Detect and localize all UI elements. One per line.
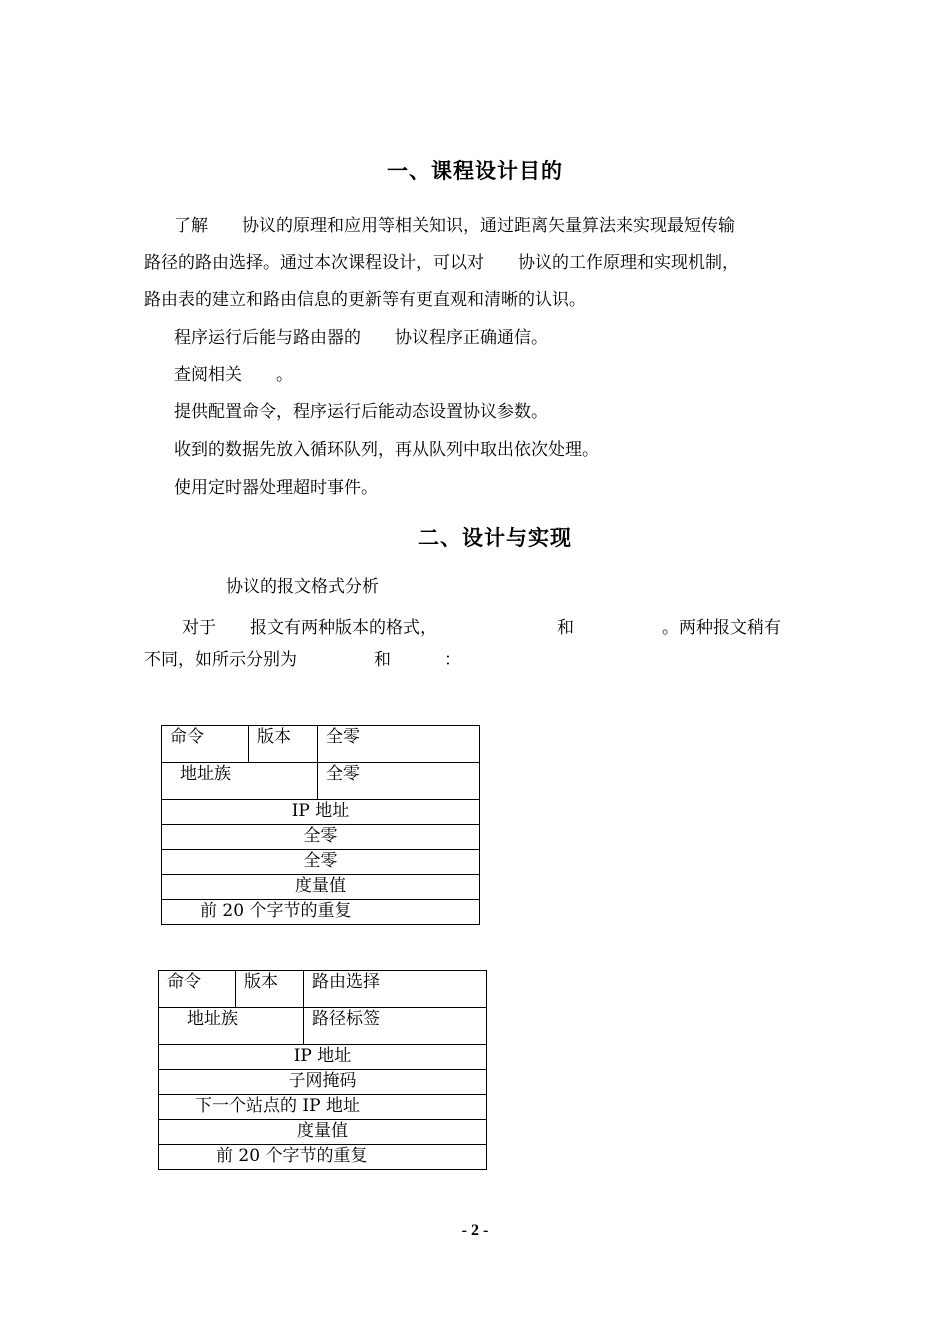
table-cell: 前 20 个字节的重复	[162, 900, 480, 925]
table-cell: 地址族	[162, 763, 318, 800]
paragraph-line: 路由表的建立和路由信息的更新等有更直观和清晰的认识。	[144, 290, 586, 310]
paragraph-fragment: 和	[557, 618, 574, 638]
paragraph-line: 查阅相关 。	[174, 365, 293, 385]
paragraph-line: 对于 报文有两种版本的格式，	[182, 618, 437, 638]
table-cell: 版本	[236, 971, 304, 1008]
paragraph-fragment: ：	[444, 650, 461, 670]
paragraph-line: 收到的数据先放入循环队列，再从队列中取出依次处理。	[174, 440, 599, 460]
table-cell: 命令	[159, 971, 236, 1008]
table-cell: 地址族	[159, 1008, 304, 1045]
table-cell: 下一个站点的 IP 地址	[159, 1095, 487, 1120]
rip-v1-format-table	[161, 725, 480, 925]
table-cell: 度量值	[162, 875, 480, 900]
table-cell: 度量值	[159, 1120, 487, 1145]
table-cell: IP 地址	[159, 1045, 487, 1070]
table-cell: 路由选择	[304, 971, 487, 1008]
paragraph-line: 不同，如所示分别为	[144, 650, 297, 670]
page-number: - 2 -	[461, 1222, 489, 1239]
section-heading-design: 二、设计与实现	[418, 526, 572, 550]
rip-v2-format-table	[158, 970, 487, 1170]
table-cell: 全零	[318, 763, 480, 800]
subsection-title: 协议的报文格式分析	[226, 577, 379, 597]
table-cell: 前 20 个字节的重复	[159, 1145, 487, 1170]
table-cell: 全零	[318, 726, 480, 763]
table-cell: 命令	[162, 726, 249, 763]
paragraph-line: 路径的路由选择。通过本次课程设计，可以对 协议的工作原理和实现机制，	[144, 253, 739, 273]
paragraph-line: 了解 协议的原理和应用等相关知识，通过距离矢量算法来实现最短传输	[174, 216, 735, 236]
paragraph-fragment: 。两种报文稍有	[662, 618, 781, 638]
table-cell: IP 地址	[162, 800, 480, 825]
paragraph-fragment: 和	[374, 650, 391, 670]
table-cell: 路径标签	[304, 1008, 487, 1045]
paragraph-line: 程序运行后能与路由器的 协议程序正确通信。	[174, 328, 548, 348]
table-cell: 版本	[249, 726, 318, 763]
paragraph-line: 提供配置命令，程序运行后能动态设置协议参数。	[174, 402, 548, 422]
paragraph-line: 使用定时器处理超时事件。	[174, 478, 378, 498]
table-cell: 子网掩码	[159, 1070, 487, 1095]
section-heading-purpose: 一、课程设计目的	[387, 159, 563, 183]
table-cell: 全零	[162, 825, 480, 850]
table-cell: 全零	[162, 850, 480, 875]
